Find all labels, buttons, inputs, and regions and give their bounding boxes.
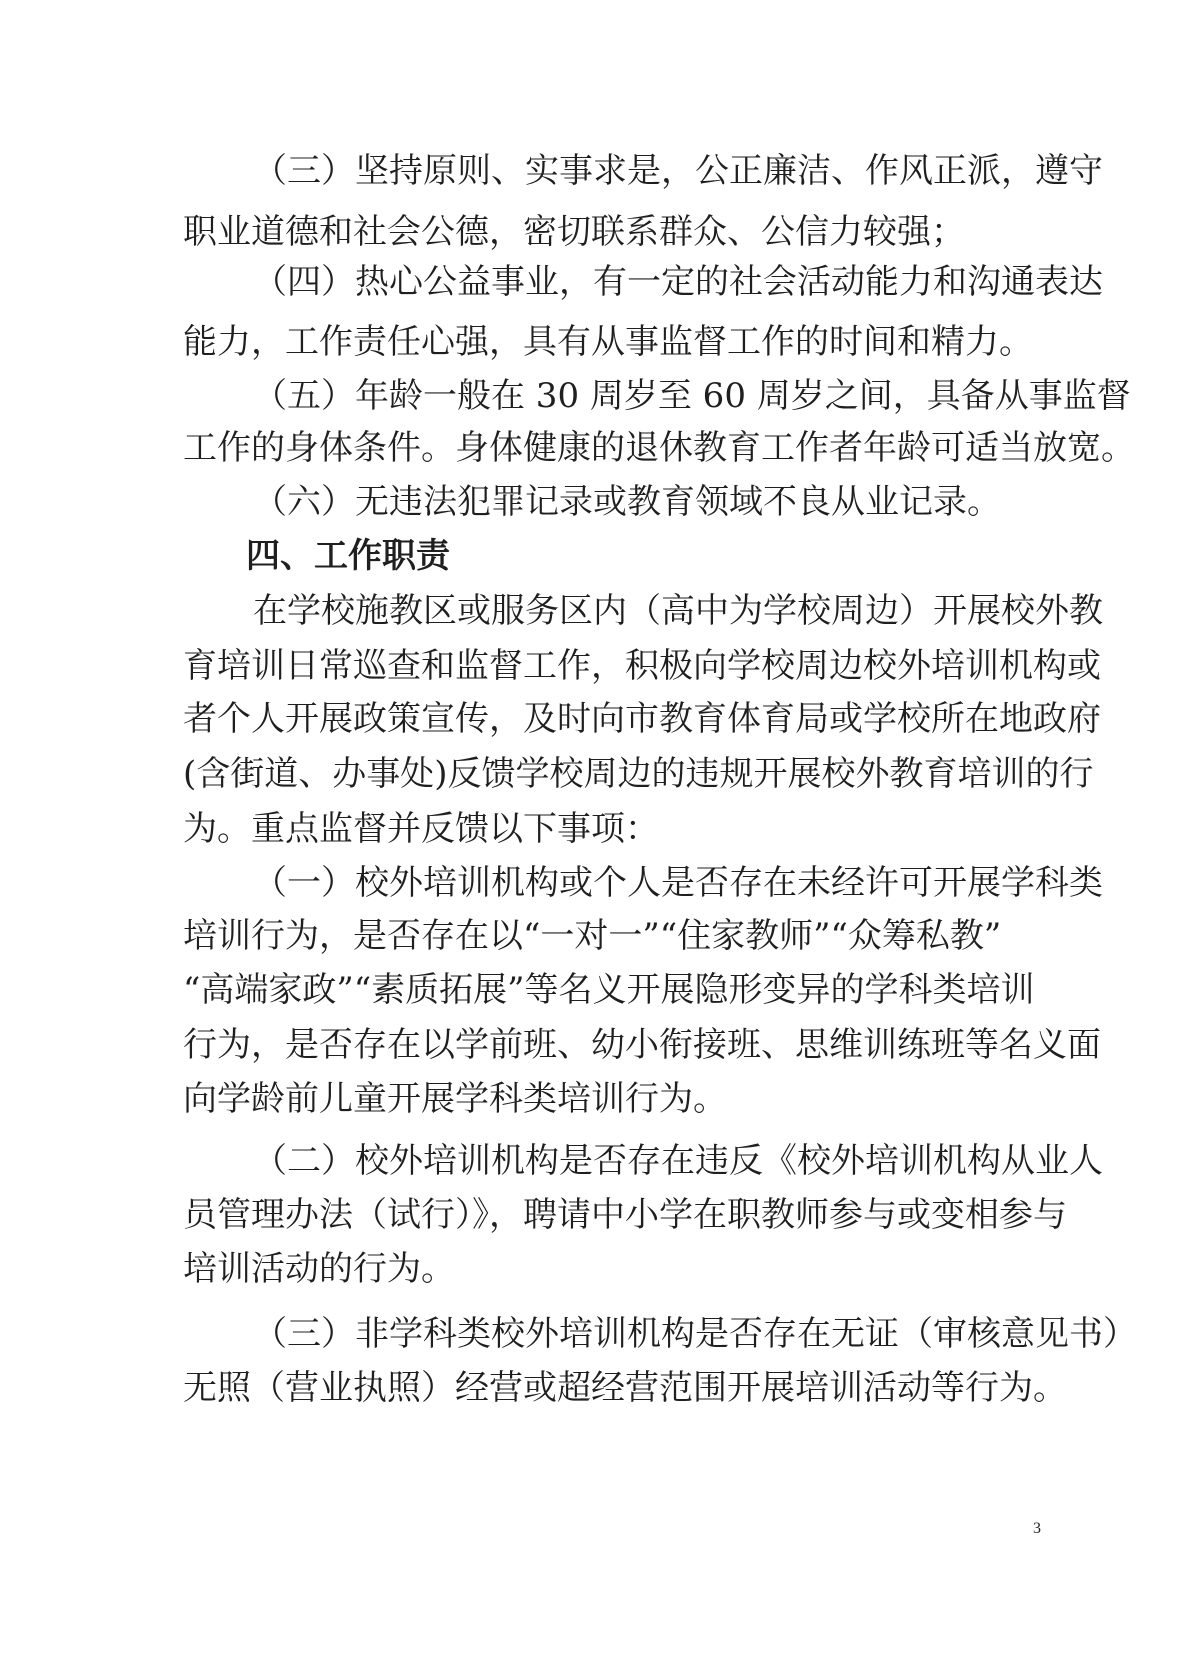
page-number: 3 [1033,1520,1041,1537]
duty-item-1-line-3: “高端家政”“素质拓展”等名义开展隐形变异的学科类培训 [183,970,1035,1010]
duty-item-1-line-4: 行为，是否存在以学前班、幼小衔接班、思维训练班等名义面 [183,1025,1101,1065]
duty-item-2-line-3: 培训活动的行为。 [183,1249,455,1289]
qualification-item-4-line-2: 能力，工作责任心强，具有从事监督工作的时间和精力。 [183,322,1033,362]
duties-paragraph-line-1: 在学校施教区或服务区内（高中为学校周边）开展校外教 [253,591,1103,631]
duty-item-3-line-1: （三）非学科类校外培训机构是否存在无证（审核意见书） [253,1314,1137,1354]
qualification-item-5-line-1: （五）年龄一般在 30 周岁至 60 周岁之间，具备从事监督 [253,376,1131,416]
duties-paragraph-line-3: 者个人开展政策宣传，及时向市教育体育局或学校所在地政府 [183,699,1101,739]
duties-paragraph-line-2: 育培训日常巡查和监督工作，积极向学校周边校外培训机构或 [183,646,1101,686]
qualification-item-4-line-1: （四）热心公益事业，有一定的社会活动能力和沟通表达 [253,262,1103,302]
duties-paragraph-line-4: (含街道、办事处)反馈学校周边的违规开展校外教育培训的行 [183,754,1094,794]
duties-paragraph-line-5: 为。重点监督并反馈以下事项： [183,809,659,849]
qualification-item-5-line-2: 工作的身体条件。身体健康的退休教育工作者年龄可适当放宽。 [183,428,1135,468]
duty-item-1-line-5: 向学龄前儿童开展学科类培训行为。 [183,1079,727,1119]
qualification-item-6: （六）无违法犯罪记录或教育领域不良从业记录。 [253,482,1001,522]
duty-item-1-line-2: 培训行为，是否存在以“一对一”“住家教师”“众筹私教” [183,916,1002,956]
duty-item-1-line-1: （一）校外培训机构或个人是否存在未经许可开展学科类 [253,863,1103,903]
duty-item-2-line-2: 员管理办法（试行）》，聘请中小学在职教师参与或变相参与 [183,1195,1067,1235]
section-heading-work-duties: 四、工作职责 [246,536,450,576]
duty-item-2-line-1: （二）校外培训机构是否存在违反《校外培训机构从业人 [253,1141,1103,1181]
qualification-item-3-line-1: （三）坚持原则、实事求是，公正廉洁、作风正派，遵守 [253,151,1103,191]
qualification-item-3-line-2: 职业道德和社会公德，密切联系群众、公信力较强； [183,212,965,252]
duty-item-3-line-2: 无照（营业执照）经营或超经营范围开展培训活动等行为。 [183,1368,1067,1408]
